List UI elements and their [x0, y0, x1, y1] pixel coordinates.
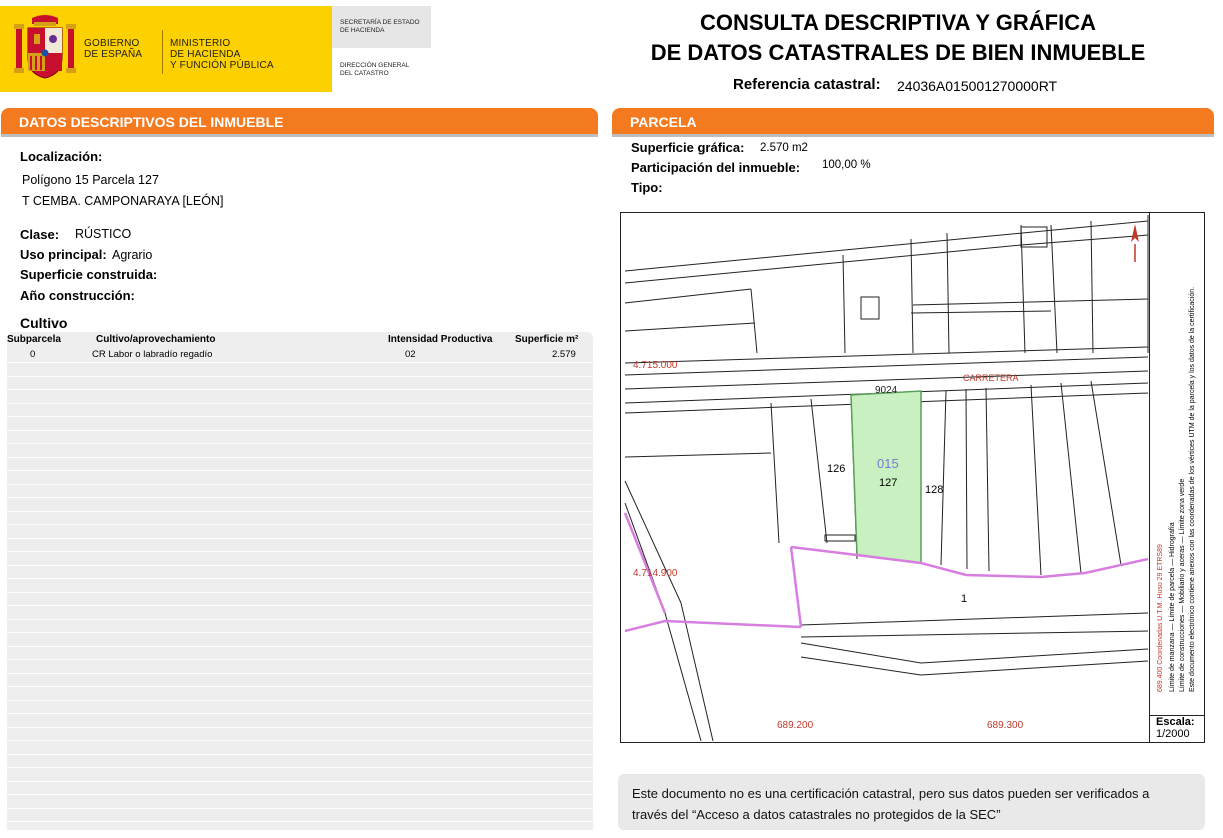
legend-note: Este documento electrónico contiene anexos con las coordenadas de los vértices UTM de la parcela y los datos de la certificación. [1189, 286, 1196, 692]
table-rule [7, 781, 593, 782]
superficie-grafica-value: 2.570 m2 [760, 142, 808, 154]
table-rule [7, 430, 593, 431]
table-rule [7, 389, 593, 390]
tipo-label: Tipo: [631, 180, 663, 195]
table-rule [7, 754, 593, 755]
coord-x1: 689.200 [777, 720, 814, 731]
legend-items-col1: Límite de manzana — Límite de parcela — Hidrografía [1169, 522, 1176, 692]
subparcela-cell: 0 [30, 349, 36, 360]
participacion-label: Participación del inmueble: [631, 160, 801, 175]
uso-label: Uso principal: [20, 247, 107, 262]
page-title: CONSULTA DESCRIPTIVA Y GRÁFICA DE DATOS CATASTRALES DE BIEN INMUEBLE [650, 10, 1146, 65]
intensidad-cell: 02 [405, 349, 416, 360]
table-rule [7, 443, 593, 444]
column-header: Subparcela [7, 334, 61, 345]
parcela-section-header: PARCELA [612, 108, 1214, 134]
table-rule [7, 578, 593, 579]
table-rule [7, 646, 593, 647]
scale-label: Escala: [1156, 716, 1195, 728]
table-rule [7, 511, 593, 512]
datos-section-header: DATOS DESCRIPTIVOS DEL INMUEBLE [1, 108, 598, 134]
superficie-construida-label: Superficie construida: [20, 267, 158, 282]
table-rule [7, 605, 593, 606]
logo-divider [162, 30, 163, 74]
coord-y2: 4.714.900 [633, 568, 678, 579]
superficie-cell: 2.579 [552, 349, 576, 360]
parcel-bottom-label: 1 [961, 593, 968, 605]
scale-value: 1/2000 [1156, 728, 1190, 740]
table-rule [7, 497, 593, 498]
localizacion-label: Localización: [20, 149, 103, 164]
table-rule [7, 673, 593, 674]
table-rule [7, 565, 593, 566]
column-header: Superficie m² [515, 334, 579, 345]
table-rule [7, 740, 593, 741]
secretaria-text: SECRETARÍA DE ESTADO DE HACIENDA [340, 19, 420, 34]
table-rule [7, 713, 593, 714]
table-rule [7, 376, 593, 377]
parcel-main-label: 127 [879, 477, 898, 489]
table-rule [7, 767, 593, 768]
table-header [7, 332, 593, 346]
road-label: CARRETERA [963, 373, 1019, 383]
scale-box [1149, 715, 1205, 743]
clase-label: Clase: [20, 227, 60, 242]
coat-of-arms-icon [14, 14, 76, 80]
table-rule [7, 727, 593, 728]
clase-value: RÚSTICO [75, 227, 132, 241]
table-rule [7, 470, 593, 471]
table-rule [7, 484, 593, 485]
cultivo-table [7, 332, 593, 830]
direccion-text: DIRECCIÓN GENERAL DEL CATASTRO [340, 62, 410, 77]
coord-y1: 4.715.000 [633, 360, 678, 371]
table-rule [7, 403, 593, 404]
legend-text: 689.400 Coordenadas U.T.M. Huso 29 ETRS89 [1157, 544, 1164, 692]
table-rule [7, 700, 593, 701]
refcat-label: Referencia catastral: [733, 76, 881, 93]
cultivo-cell: CR Labor o labradío regadío [92, 349, 213, 360]
table-rule [7, 457, 593, 458]
table-rule [7, 659, 593, 660]
column-header: Cultivo/aprovechamiento [96, 334, 216, 345]
table-rule [7, 524, 593, 525]
anio-construccion-label: Año construcción: [20, 288, 135, 303]
parcel-right-label: 128 [925, 484, 944, 496]
uso-value: Agrario [112, 248, 153, 262]
cultivo-title: Cultivo [20, 315, 68, 331]
ministerio-text: MINISTERIO DE HACIENDA Y FUNCIÓN PÚBLICA [170, 38, 274, 71]
table-rule [7, 551, 593, 552]
road-number: 9024 [875, 385, 898, 396]
table-rule [7, 686, 593, 687]
cadastral-map [620, 212, 1205, 743]
parcel-left-label: 126 [827, 463, 846, 475]
table-rule [7, 821, 593, 822]
superficie-grafica-label: Superficie gráfica: [631, 140, 745, 155]
parcel-block-label: 015 [877, 456, 899, 471]
legend-items-col2: Límite de construcciones — Mobiliario y aceras — Límite zona verde [1179, 478, 1186, 692]
gobierno-text: GOBIERNO DE ESPAÑA [84, 38, 143, 60]
localizacion-line2: T CEMBA. CAMPONARAYA [LEÓN] [22, 194, 224, 208]
localizacion-line1: Polígono 15 Parcela 127 [22, 173, 159, 187]
table-rule [7, 632, 593, 633]
table-rule [7, 808, 593, 809]
verification-note: Este documento no es una certificación catastral, pero sus datos pueden ser verificados a través del “Acceso a datos catastrales no protegidos de la SEC” [618, 774, 1205, 830]
north-arrow-icon [1128, 222, 1142, 266]
table-rule [7, 619, 593, 620]
participacion-value: 100,00 % [822, 159, 871, 171]
coord-x2: 689.300 [987, 720, 1024, 731]
column-header: Intensidad Productiva [388, 334, 493, 345]
table-row [7, 348, 593, 360]
table-rule [7, 592, 593, 593]
refcat-value: 24036A015001270000RT [897, 78, 1058, 94]
table-rule [7, 538, 593, 539]
table-rule [7, 416, 593, 417]
map-legend [1149, 212, 1205, 715]
table-rule [7, 794, 593, 795]
table-rule [7, 362, 593, 363]
